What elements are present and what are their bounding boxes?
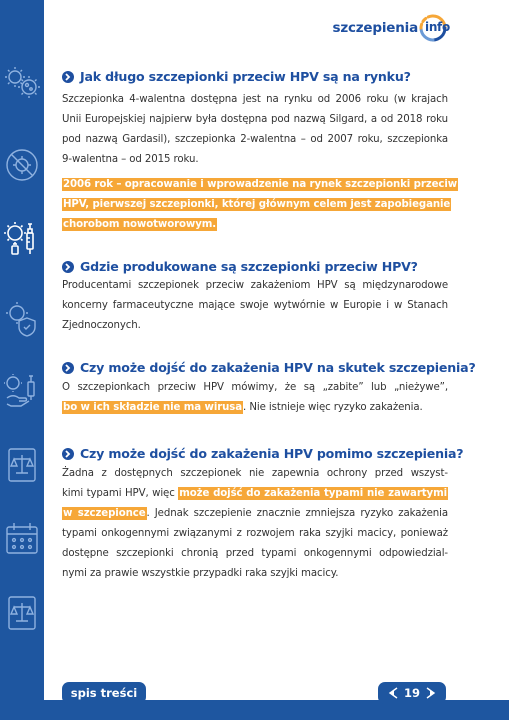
highlight-line <box>62 175 458 195</box>
page-navigator <box>378 682 446 704</box>
sidebar <box>0 0 44 720</box>
chevron-bullet-icon <box>62 362 74 374</box>
toc-label: spis treści <box>70 686 138 700</box>
text-line <box>62 504 448 524</box>
heading-text: Jak długo szczepionki przeciw HPV są na rynku? <box>80 69 411 84</box>
vaccine-syringe-icon[interactable] <box>2 218 42 258</box>
chevron-bullet-icon <box>62 261 74 273</box>
text-line: nymi za prawie wszystkie przypadki raka szyjki macicy. <box>62 568 339 579</box>
hand-vaccine-icon[interactable] <box>3 372 41 410</box>
highlight-line <box>62 215 448 235</box>
text-fragment: . Nie istnieje więc ryzyko zakażenia. <box>243 402 423 413</box>
section-4-heading <box>62 446 464 461</box>
text-line: Szczepionka 4-walentna dostępna jest na rynku od 2006 roku (w krajach <box>62 94 448 105</box>
text-line: dostępne szczepionki chronią przed typami onkogennymi odpowiedzial- <box>62 548 448 559</box>
highlight-text: w szczepionce <box>63 508 146 519</box>
text-line: typami onkogennymi związanymi z rozwojem raka szyjki macicy, ponieważ <box>62 528 448 539</box>
text-line: koncerny farmaceutyczne mające swoje wytwórnie w Europie i w Stanach <box>62 300 448 311</box>
text-line: Zjednoczonych. <box>62 320 141 331</box>
section-2-paragraph <box>62 276 448 336</box>
highlight-text: bo w ich składzie nie ma wirusa <box>63 402 243 413</box>
logo-info: info <box>425 20 450 34</box>
table-of-contents-button[interactable] <box>62 682 146 704</box>
text-line: O szczepionkach przeciw HPV mówimy, że są „zabite” lub „nieżywe”, <box>62 382 448 393</box>
text-line: Unii Europejskiej najpierw była dostępna pod nazwą Silgard, a od 2018 roku <box>62 114 448 125</box>
heading-text: Czy może dojść do zakażenia HPV na skutek szczepienia? <box>80 360 476 375</box>
section-3-heading <box>62 360 476 375</box>
text-line: pod nazwą Gardasil), szczepionka 2-walentna – od 2007 roku, szczepionka <box>62 134 448 145</box>
chevron-bullet-icon <box>62 71 74 83</box>
text-fragment: kimi typami HPV, więc <box>62 488 179 499</box>
section-1-highlight <box>62 175 458 235</box>
section-2-heading <box>62 259 452 274</box>
scales-icon[interactable] <box>3 446 41 484</box>
text-line <box>62 484 448 504</box>
highlight-text: HPV, pierwszej szczepionki, której głównym celem jest zapobieganie <box>63 199 451 210</box>
highlight-text: chorobom nowotworowym. <box>63 219 217 230</box>
next-page-icon[interactable] <box>426 687 436 699</box>
text-line: Producentami szczepionek przeciw zakażeniom HPV są międzynarodowe <box>62 280 448 291</box>
logo-word: szczepienia <box>332 20 418 36</box>
szczepienia-info-logo[interactable] <box>332 14 450 42</box>
calendar-icon[interactable] <box>3 520 41 558</box>
text-line <box>62 398 448 418</box>
section-1-heading <box>62 69 452 84</box>
highlight-text: może dojść do zakażenia typami nie zawartymi <box>179 488 447 499</box>
legal-document-icon[interactable] <box>3 594 41 632</box>
text-fragment: . Jednak szczepienie znacznie zmniejsza ryzyko zakażenia <box>146 508 448 519</box>
page-number: 19 <box>403 686 420 700</box>
logo-ring <box>419 14 450 42</box>
no-virus-icon[interactable] <box>3 146 41 184</box>
section-4-paragraph <box>62 464 448 584</box>
previous-page-icon[interactable] <box>388 687 398 699</box>
highlight-line <box>62 195 451 215</box>
chevron-bullet-icon <box>62 448 74 460</box>
highlight-text: 2006 rok – opracowanie i wprowadzenie na rynek szczepionki przeciw <box>63 179 458 190</box>
section-3-paragraph <box>62 378 448 418</box>
section-1-paragraph <box>62 90 448 170</box>
heading-text: Gdzie produkowane są szczepionki przeciw HPV? <box>80 259 418 274</box>
text-line: 9-walentna – od 2015 roku. <box>62 154 199 165</box>
shield-vaccine-icon[interactable] <box>3 300 41 338</box>
virus-cells-icon[interactable] <box>3 64 41 102</box>
heading-text: Czy może dojść do zakażenia HPV pomimo szczepienia? <box>80 446 464 461</box>
text-line: Żadna z dostępnych szczepionek nie zapewnia ochrony przed wszyst- <box>62 468 448 479</box>
